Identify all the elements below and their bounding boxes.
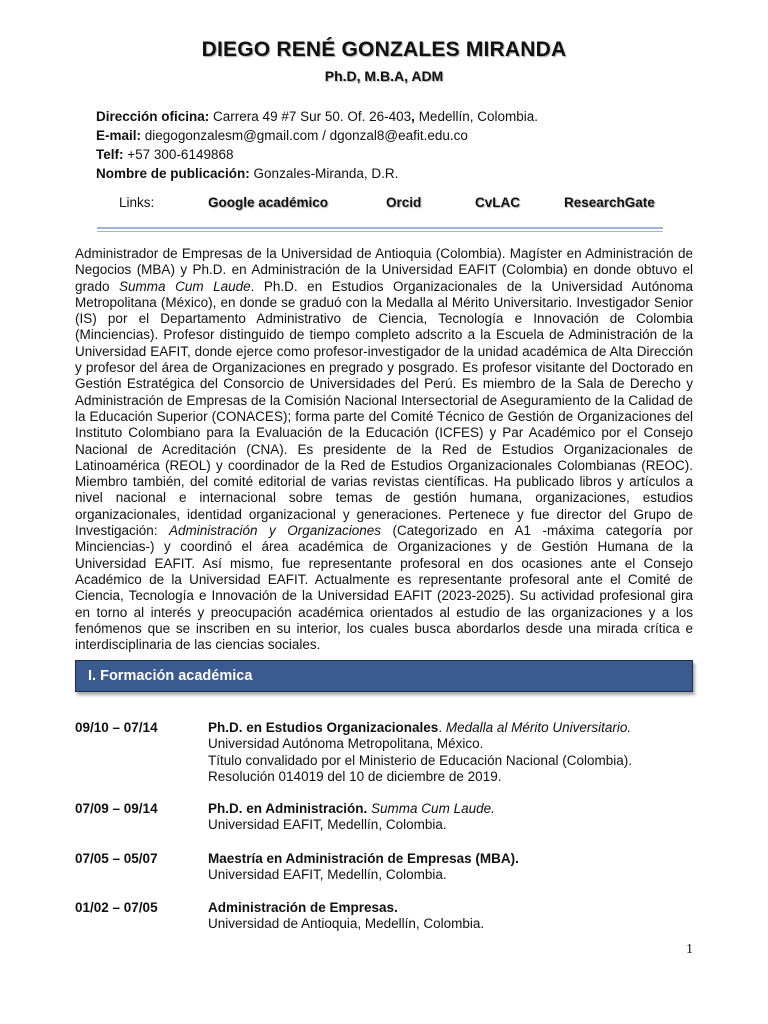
education-honor: Medalla al Mérito Universitario. — [445, 720, 632, 735]
phone-label: Telf: — [96, 147, 124, 162]
education-institution: Universidad de Antioquia, Medellín, Colombia. — [208, 916, 485, 932]
education-dates: 07/05 – 05/07 — [75, 851, 158, 866]
education-dates: 07/09 – 09/14 — [75, 801, 158, 816]
email-label: E-mail: — [96, 128, 142, 143]
office-comma: , — [411, 109, 415, 124]
education-honor: Summa Cum Laude. — [371, 801, 495, 816]
phone-row — [96, 145, 538, 164]
bio-text-3: (Categorizado en A1 -máxima categoría por Minciencias-) y coordinó el área académica de Organizaciones y de Gestión Humana de la Universidad EAFIT. Así mismo, fue representante profesoral en dos ocasiones ante el Consejo Académico de la Universidad EAFIT. Actualmente es representante profesoral ante el Comité de Ciencia, Tecnología e Innovación de la Universidad EAFIT (2023-2025). Su actividad profesional gira en torno al interés y preocupación académica orientados al estudio de las organizaciones y a los fenómenos que se inscriben en su interior, los cuales busca abordarlos desde una mirada crítica e interdisciplinaria de las ciencias sociales. — [75, 523, 694, 653]
office-row — [96, 107, 538, 126]
education-degree: Ph.D. en Administración. — [208, 801, 368, 816]
bio-text-2: . Ph.D. en Estudios Organizacionales de la Universidad Autónoma Metropolitana (México), en donde se graduó con la Medalla al Mérito Universitario. Investigador Senior (IS) por el Departamento Administrativo de Ciencia, Tecnología e Innovación de Colombia (Minciencias). Profesor distinguido de tiempo completo adscrito a la Escuela de Administración de la Universidad EAFIT, donde ejerce como profesor-investigador de la unidad académica de Alta Dirección y profesor del área de Organizaciones en pregrado y posgrado. Es profesor visitante del Doctorado en Gestión Estratégica del Consorcio de Universidades del Perú. Es miembro de la Sala de Derecho y Administración de Empresas de la Comisión Nacional Intersectorial de Aseguramiento de la Calidad de la Educación Superior (CONACES); forma parte del Comité Técnico de Gestión de Organizaciones del Instituto Colombiano para la Evaluación de la Educación (ICFES) y Par Académico por el Consejo Nacional de Acreditación (CNA). Es presidente de la Red de Estudios Organizacionales de Latinoamérica (REOL) y coordinador de la Red de Estudios Organizacionales Colombianas (REOC). Miembro también, del comité editorial de varias revistas científicas. Ha publicado libros y artículos a nivel nacional e internacional sobre temas de gestión humana, organizaciones, estudios organizacionales, identidad organizacional y generaciones. Pertenece y fue director del Grupo de Investigación: — [75, 278, 693, 539]
education-degree: Administración de Empresas. — [208, 900, 398, 915]
publication-name-value: Gonzales-Miranda, D.R. — [253, 166, 399, 181]
education-institution: Universidad Autónoma Metropolitana, México. — [208, 736, 484, 752]
email-value[interactable]: diegogonzalesm@gmail.com / dgonzal8@eafit.edu.co — [144, 128, 468, 143]
publication-name-label: Nombre de publicación: — [96, 166, 250, 181]
education-details: Ph.D. en Estudios Organizacionales. Medalla al Mérito Universitario. Universidad Autónoma Metropolitana, México. Título convalidado por el Ministerio de Educación Nacional (Colombia). Resolución 014019 del 10 de diciembre de 2019. — [208, 720, 695, 786]
education-institution: Universidad EAFIT, Medellín, Colombia. — [208, 867, 447, 883]
education-details — [208, 900, 695, 933]
office-label: Dirección oficina: — [96, 109, 210, 124]
link-cvlac[interactable]: CvLAC — [475, 195, 521, 210]
cv-degrees: Ph.D, M.B.A, ADM — [324, 68, 444, 84]
education-degree: Ph.D. en Estudios Organizacionales — [208, 720, 439, 735]
bio-text-1: Administrador de Empresas de la Universidad de Antioquia (Colombia). Magíster en Administración de Negocios (MBA) y Ph.D. en Administración de la Universidad EAFIT (Colombia) en donde obtuvo el grado — [75, 246, 693, 294]
page-number: 1 — [686, 942, 693, 957]
office-city: Medellín, Colombia. — [414, 109, 538, 124]
link-orcid[interactable]: Orcid — [386, 195, 422, 210]
biography-paragraph — [75, 246, 693, 653]
office-value: Carrera 49 #7 Sur 50. Of. 26-403 — [213, 109, 412, 124]
education-details — [208, 851, 695, 884]
education-dates: 01/02 – 07/05 — [75, 900, 158, 915]
education-degree: Maestría en Administración de Empresas (MBA). — [208, 851, 519, 866]
bio-italic-group: Administración y Organizaciones — [169, 523, 382, 539]
section-header-education: I. Formación académica — [75, 660, 693, 692]
divider-line — [97, 227, 663, 229]
education-dates: 09/10 – 07/14 — [75, 720, 158, 735]
education-note: Título convalidado por el Ministerio de Educación Nacional (Colombia). — [208, 752, 632, 768]
link-researchgate[interactable]: ResearchGate — [564, 195, 655, 210]
email-row — [96, 126, 538, 145]
education-resolution: Resolución 014019 del 10 de diciembre de 2019. — [208, 769, 502, 785]
divider-line-thin — [97, 231, 663, 232]
publication-name-row — [96, 164, 538, 183]
education-institution: Universidad EAFIT, Medellín, Colombia. — [208, 817, 447, 833]
contact-block — [96, 107, 538, 183]
link-google-scholar[interactable]: Google académico — [208, 195, 329, 210]
links-label: Links: — [119, 195, 155, 210]
cv-name: DIEGO RENÉ GONZALES MIRANDA — [201, 38, 567, 61]
bio-italic-summa: Summa Cum Laude — [119, 278, 251, 294]
phone-value: +57 300-6149868 — [127, 147, 234, 162]
education-details — [208, 801, 695, 834]
